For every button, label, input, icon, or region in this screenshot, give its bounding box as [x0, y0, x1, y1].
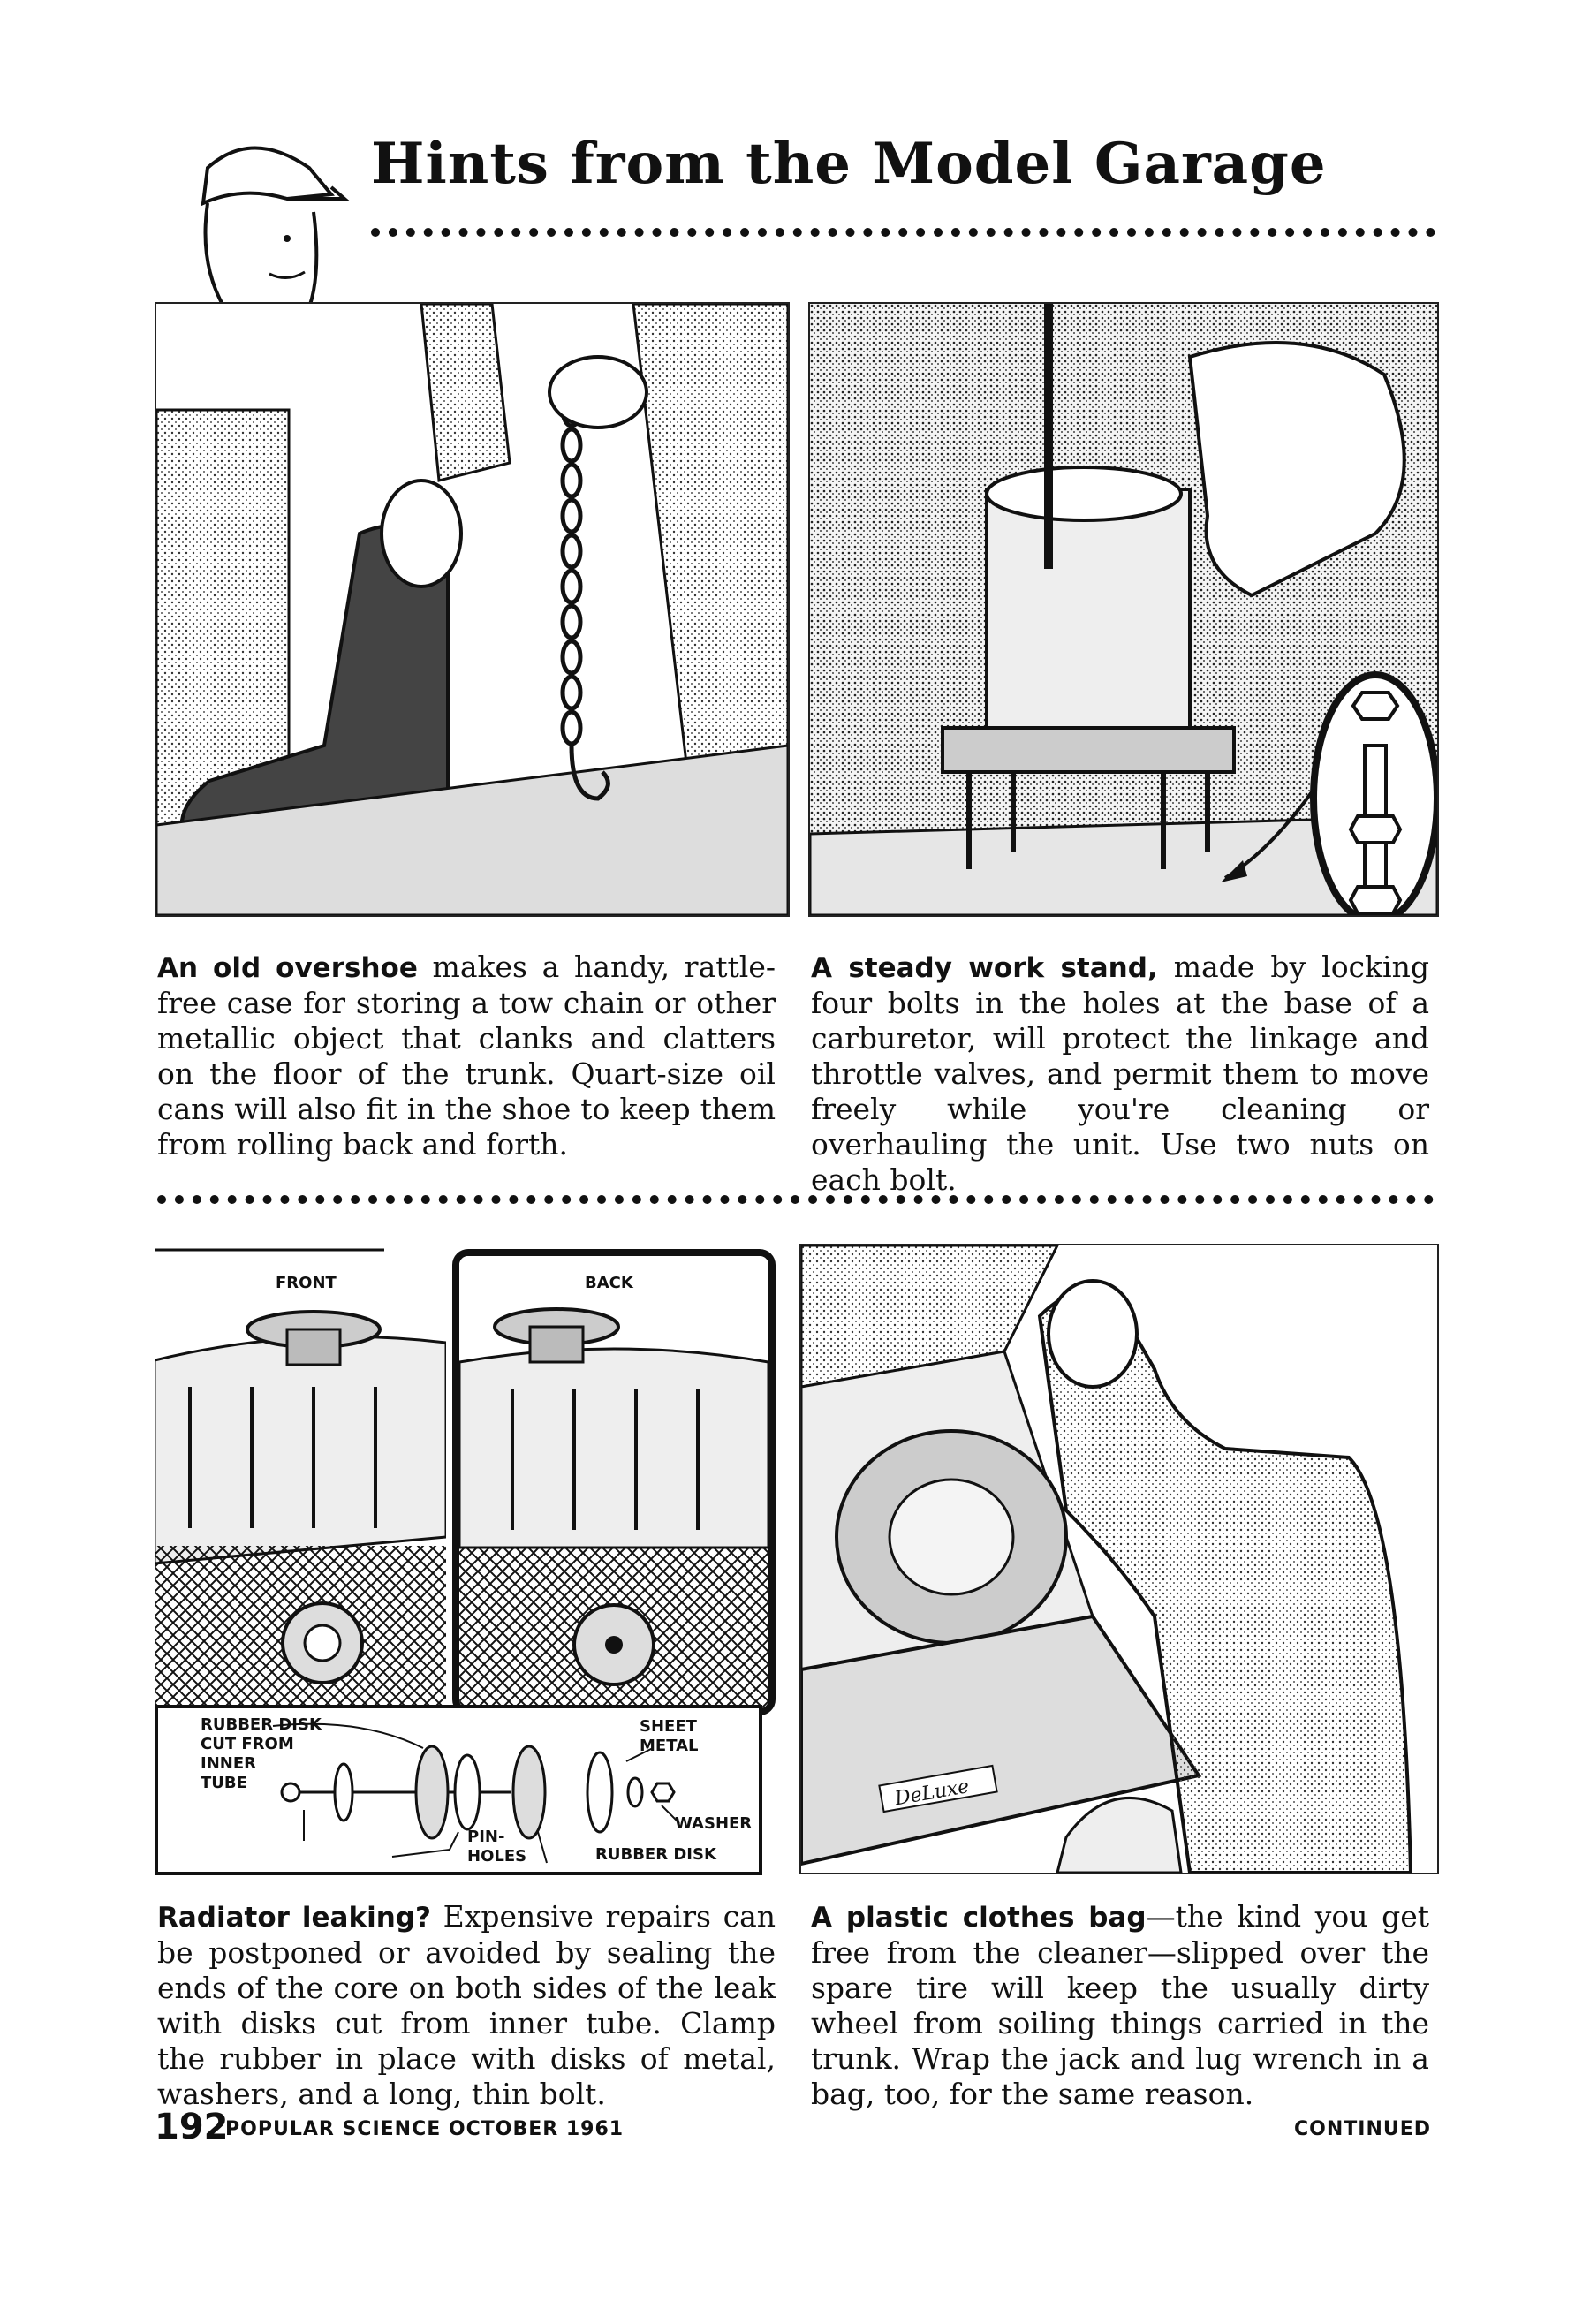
continued-label: CONTINUED [1294, 2118, 1432, 2140]
caption-radiator-lead: Radiator leaking? [157, 1902, 431, 1934]
label-sheet-metal-2: METAL [640, 1737, 699, 1755]
page-title: Hints from the Model Garage [371, 131, 1327, 197]
caption-clothes-bag-body: —the kind you get free from the cleaner—slipped over the spare tire will keep the usually dirty wheel from soiling things carried in the trunk. Wrap the jack and lug wrench in a bag, too, for the same reason. [811, 1899, 1429, 2111]
publication-line: POPULAR SCIENCE OCTOBER 1961 [225, 2118, 625, 2140]
label-rubber-disk-2: CUT FROM [201, 1735, 294, 1753]
caption-overshoe [157, 950, 776, 1162]
caption-clothes-bag-lead: A plastic clothes bag [811, 1902, 1147, 1934]
caption-overshoe-lead: An old overshoe [157, 952, 418, 984]
disk-assembly-diagram [155, 1705, 762, 1875]
radiator-back-label: BACK [585, 1274, 633, 1292]
caption-work-stand-body: made by locking four bolts in the holes at the base of a carburetor, will protect the linkage and throttle valves, and permit them to move freely while you're cleaning or overhauling the unit. Use two nuts on each bolt. [811, 950, 1429, 1197]
label-pinholes-2: HOLES [467, 1847, 527, 1866]
label-pinholes-1: PIN- [467, 1828, 505, 1846]
page-number: 192 [155, 2107, 229, 2147]
radiator-front-illustration [155, 1245, 446, 1705]
caption-work-stand-lead: A steady work stand, [811, 952, 1158, 984]
label-washer: WASHER [675, 1814, 753, 1833]
label-rubber-disk-4: TUBE [201, 1774, 247, 1792]
middle-dotted-rule [157, 1195, 1434, 1204]
caption-overshoe-body: makes a handy, rattle-free case for storing a tow chain or other metallic object that clanks and clatters on the floor of the trunk. Quart-size oil cans will also fit in the shoe to keep them from rolling back and forth. [157, 950, 776, 1162]
caption-clothes-bag [811, 1899, 1429, 2112]
caption-work-stand [811, 950, 1429, 1198]
label-rubber-disk-3: INNER [201, 1754, 256, 1773]
label-rubber-disk-1: RUBBER DISK [201, 1715, 322, 1734]
overshoe-chain-illustration [155, 302, 790, 917]
radiator-back-illustration [452, 1249, 776, 1715]
label-sheet-metal-1: SHEET [640, 1717, 697, 1736]
caption-radiator-body: Expensive repairs can be postponed or avoided by sealing the ends of the core on both sides of the leak with disks cut from inner tube. Clamp the rubber in place with disks of metal, washers, and a long, thin bolt. [157, 1899, 776, 2111]
trunk-spare-tire-illustration [799, 1244, 1439, 1874]
radiator-front-label: FRONT [276, 1274, 337, 1292]
top-dotted-rule [371, 228, 1435, 237]
caption-radiator [157, 1899, 776, 2112]
carburetor-stand-illustration [808, 302, 1439, 917]
deluxe-badge: DeLuxe [893, 1775, 972, 1811]
label-rubber-disk-second: RUBBER DISK [595, 1845, 716, 1864]
